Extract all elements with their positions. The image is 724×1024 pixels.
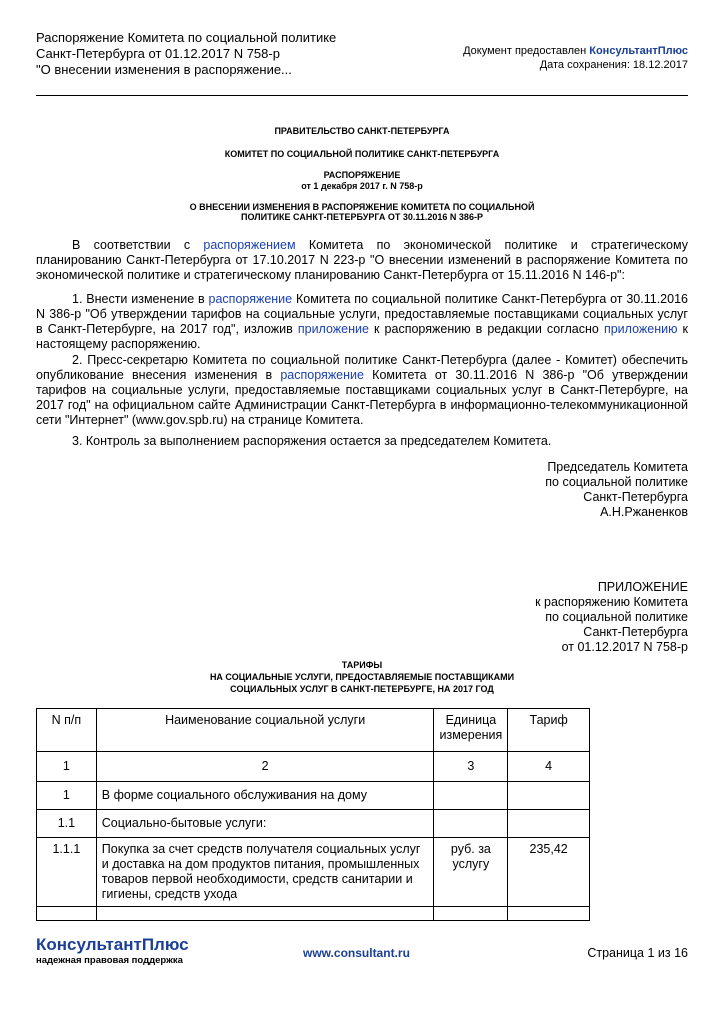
footer-brand: КонсультантПлюс bbox=[36, 935, 189, 954]
table-row bbox=[37, 907, 590, 921]
header-provider bbox=[463, 44, 688, 72]
document-title-2: ПОЛИТИКЕ САНКТ-ПЕТЕРБУРГА ОТ 30.11.2016 N 386-Р bbox=[241, 212, 483, 222]
tariffs-table bbox=[36, 708, 590, 921]
table-row: 1.1 Социально-бытовые услуги: bbox=[37, 810, 590, 838]
header-line-1: Распоряжение Комитета по социальной политике bbox=[36, 30, 337, 45]
paragraph-item-2: 2. Пресс-секретарю Комитета по социальной политике Санкт-Петербурга (далее - Комитет) обеспечить опубликование внесения изменения в распоряжение Комитета от 30.11.2016 N 386-р "Об утверждении тарифов на социальные услуги, предоставляемые поставщиками социальных услуг в Санкт-Петербурге, на 2017 год" на официальном сайте Администрации Санкт-Петербурга в информационно-телекоммуникационной сети "Интернет" (www.gov.spb.ru) на странице Комитета. bbox=[36, 353, 688, 427]
link-rasporyazheniem[interactable]: распоряжением bbox=[203, 238, 296, 252]
committee-name: КОМИТЕТ ПО СОЦИАЛЬНОЙ ПОЛИТИКЕ САНКТ-ПЕТЕРБУРГА bbox=[224, 149, 500, 159]
appendix-title: ПРИЛОЖЕНИЕ bbox=[597, 580, 688, 594]
link-rasporyazhenie-1[interactable]: распоряжение bbox=[208, 292, 293, 306]
government-name: ПРАВИТЕЛЬСТВО САНКТ-ПЕТЕРБУРГА bbox=[274, 126, 450, 136]
header-line-2: Санкт-Петербурга от 01.12.2017 N 758-р bbox=[36, 46, 280, 61]
footer-logo bbox=[36, 935, 189, 967]
page-number: Страница 1 из 16 bbox=[587, 946, 688, 960]
paragraph-item-3: 3. Контроль за выполнением распоряжения остается за председателем Комитета. bbox=[72, 434, 552, 448]
paragraph-item-1: 1. Внести изменение в распоряжение Комитета по социальной политике Санкт-Петербурга от 30.11.2016 N 386-р "Об утверждении тарифов на социальные услуги, предоставляемые поставщиками социальных услуг в Санкт-Петербурге, на 2017 год", изложив приложение к распоряжению в редакции согласно приложению к настоящему распоряжению. bbox=[36, 292, 689, 351]
table-header-row bbox=[37, 709, 590, 752]
provided-by-text: Документ предоставлен bbox=[463, 45, 587, 57]
header-cell: Наименование социальной услуги bbox=[96, 709, 434, 752]
tariffs-subheading-1: НА СОЦИАЛЬНЫЕ УСЛУГИ, ПРЕДОСТАВЛЯЕМЫЕ ПОСТАВЩИКАМИ bbox=[209, 672, 515, 682]
brand-link[interactable]: КонсультантПлюс bbox=[589, 45, 688, 57]
signature-block: Председатель Комитета по социальной политике Санкт-Петербурга А.Н.Ржаненков bbox=[545, 460, 688, 519]
signatory-name: А.Н.Ржаненков bbox=[600, 505, 688, 519]
header-cell: N п/п bbox=[37, 709, 97, 752]
link-prilozhenie[interactable]: приложение bbox=[297, 322, 369, 336]
tariffs-subheading-2: СОЦИАЛЬНЫХ УСЛУГ В САНКТ-ПЕТЕРБУРГЕ, НА 2017 ГОД bbox=[230, 684, 494, 694]
header-cell: Единица измерения bbox=[434, 709, 508, 752]
footer-url-link[interactable]: www.consultant.ru bbox=[303, 946, 410, 960]
document-type: РАСПОРЯЖЕНИЕ bbox=[323, 170, 401, 180]
header-document-reference bbox=[36, 30, 336, 78]
save-date: Дата сохранения: 18.12.2017 bbox=[539, 59, 688, 71]
table-row: 1 В форме социального обслуживания на дому bbox=[37, 782, 590, 810]
header-line-3: "О внесении изменения в распоряжение... bbox=[36, 62, 292, 77]
link-prilozheniyu[interactable]: приложению bbox=[603, 322, 678, 336]
header-cell: Тариф bbox=[508, 709, 590, 752]
paragraph-preamble: В соответствии с распоряжением Комитета по экономической политике и стратегическому планированию Санкт-Петербурга от 17.10.2017 N 223-р "О внесении изменений в распоряжение Комитета по экономической политике и стратегическому планированию Санкт-Петербурга от 15.11.2016 N 146-р": bbox=[36, 238, 688, 282]
appendix-block: ПРИЛОЖЕНИЕ к распоряжению Комитета по социальной политике Санкт-Петербурга от 01.12.2017 N 758-р bbox=[535, 580, 688, 654]
header-divider bbox=[36, 95, 688, 96]
document-date: от 1 декабря 2017 г. N 758-р bbox=[301, 181, 423, 191]
table-row: 1 2 3 4 bbox=[37, 752, 590, 782]
link-rasporyazhenie-2[interactable]: распоряжение bbox=[280, 368, 364, 382]
tariffs-heading: ТАРИФЫ bbox=[341, 660, 383, 670]
footer-tagline: надежная правовая поддержка bbox=[36, 955, 183, 966]
table-row: 1.1.1 Покупка за счет средств получателя социальных услуг и доставка на дом продуктов питания, промышленных товаров первой необходимости, средств санитарии и гигиены, средств ухода руб. за услугу 235,42 bbox=[37, 838, 590, 907]
document-title-1: О ВНЕСЕНИИ ИЗМЕНЕНИЯ В РАСПОРЯЖЕНИЕ КОМИТЕТА ПО СОЦИАЛЬНОЙ bbox=[189, 202, 535, 212]
